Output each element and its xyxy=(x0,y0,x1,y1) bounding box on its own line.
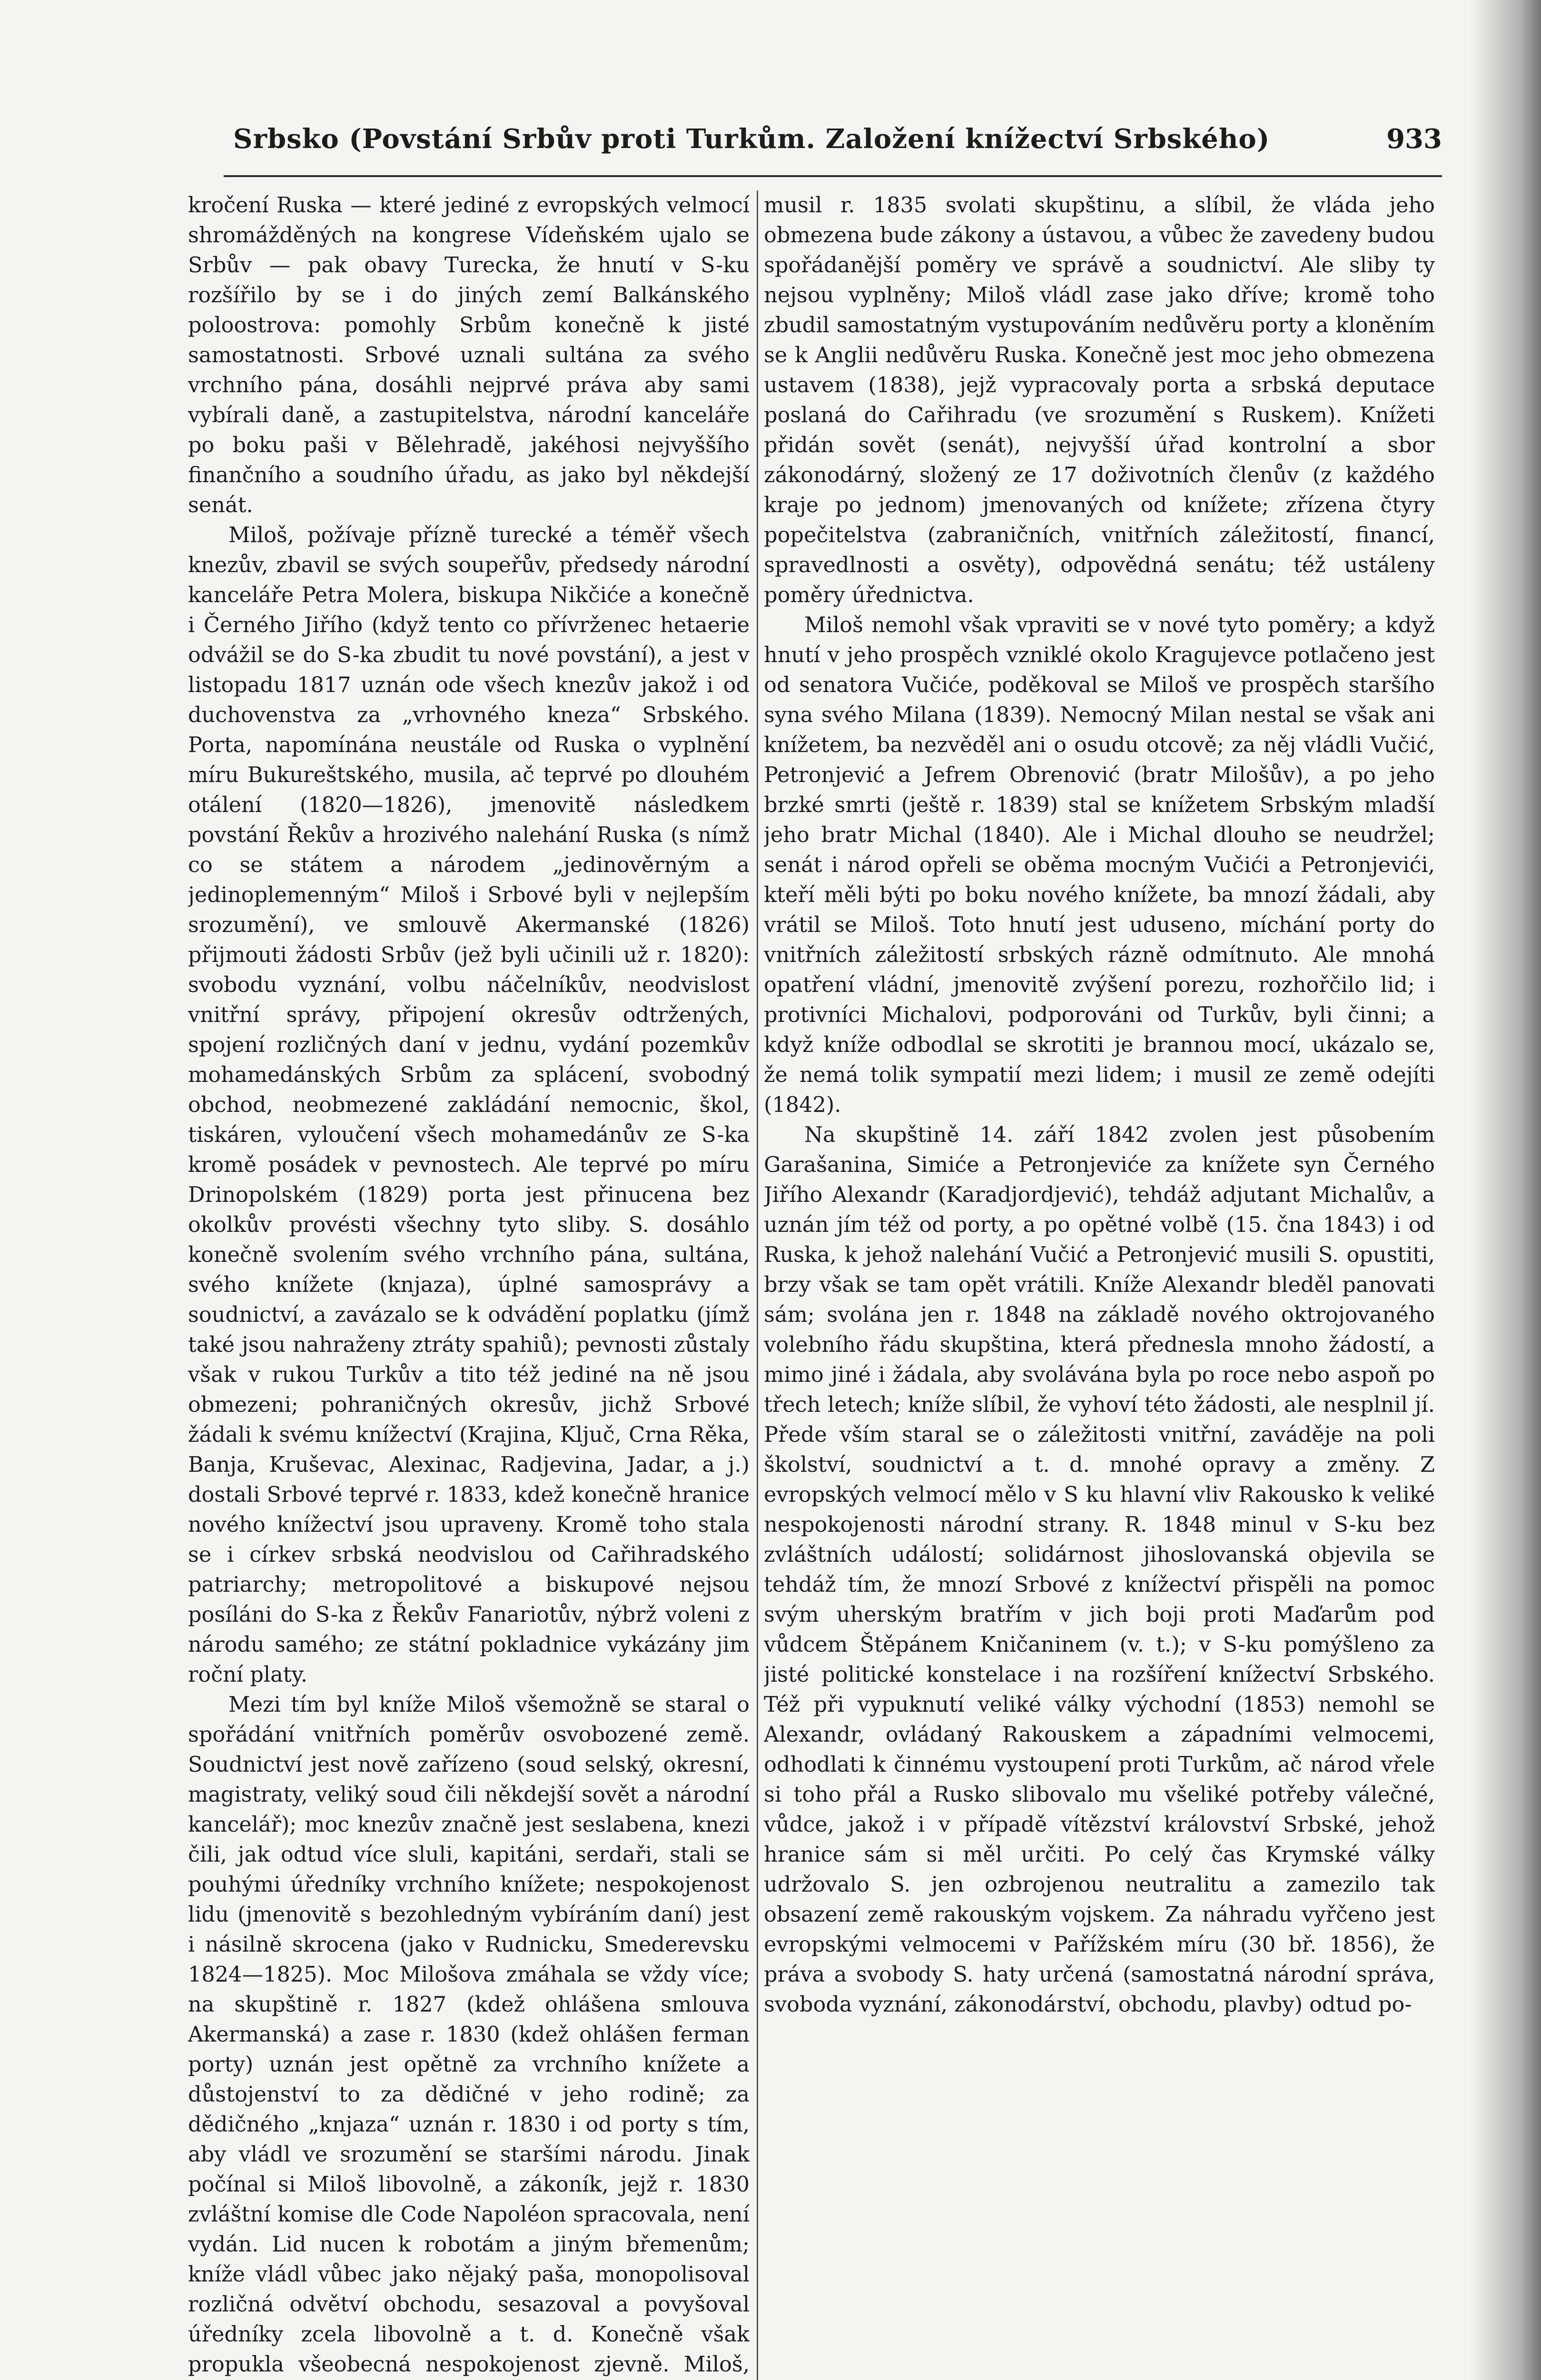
running-header xyxy=(224,121,1442,164)
left-column xyxy=(188,190,750,2380)
paragraph: Na skupštině 14. září 1842 zvolen jest působením Garašanina, Simiće a Petronjeviće za knížete syn Černého Jiřího Alexandr (Karadjordjević), tehdáž adjutant Michalův, a uznán jím též od porty, a po opětné volbě (15. čna 1843) i od Ruska, k jehož nalehání Vučić a Petronjević musili S. opustiti, brzy však se tam opět vrátili. Kníže Alexandr bleděl panovati sám; svolána jen r. 1848 na základě nového oktrojovaného volebního řádu skupština, která přednesla mnoho žádostí, a mimo jiné i žádala, aby svolávána byla po roce nebo aspoň po třech letech; kníže slíbil, že vyhoví této žádosti, ale nesplnil jí. Přede vším staral se o záležitosti vnitřní, zaváděje na poli školství, soudnictví a t. d. mnohé opravy a změny. Z evropských velmocí mělo v S ku hlavní vliv Rakousko k veliké nespokojenosti národní strany. R. 1848 minul v S-ku bez zvláštních událostí; solidárnost jihoslovanská objevila se tehdáž tím, že mnozí Srbové z knížectví přispěli na pomoc svým uherským bratřím v jich boji proti Maďarům pod vůdcem Štěpánem Kničaninem (v. t.); v S-ku pomýšleno za jisté politické konstelace i na rozšíření knížectví Srbského. Též při vypuknutí veliké války východní (1853) nemohl se Alexandr, ovládaný Rakouskem a západními velmocemi, odhodlati k činnému vystoupení proti Turkům, ač národ vřele si toho přál a Rusko slibovalo mu všeliké potřeby válečné, vůdce, jakož i v případě vítězství království Srbské, jehož hranice sám si měl určiti. Po celý čas Krymské války udržovalo S. jen ozbrojenou neutralitu a zamezilo tak obsazení země rakouským vojskem. Za náhradu vyřčeno jest evropskými velmocemi v Pařížském míru (30 bř. 1856), že práva a svobody S. haty určená (samostatná národní správa, svoboda vyznání, zákonodárství, obchodu, plavby) odtud po- xyxy=(764,1122,1435,2017)
page-number: 933 xyxy=(1386,123,1442,155)
scan-edge-shadow xyxy=(1470,0,1541,2380)
paragraph: Mezi tím byl kníže Miloš všemožně se staral o spořádání vnitřních poměrův osvobozené země. Soudnictví jest nově zařízeno (soud selský, okresní, magistraty, veliký soud čili někdejší sovět a národní kancelář); moc knezův značně jest seslabena, knezi čili, jak odtud více sluli, kapitáni, serdaři, stali se pouhými úředníky vrchního knížete; nespokojenost lidu (jmenovitě s bezohledným vybíráním daní) jest i násilně skrocena (jako v Rudnicku, Smederevsku 1824—1825). Moc Milošova zmáhala se vždy více; na skupštině r. 1827 (kdež ohlášena smlouva Akermanská) a zase r. 1830 (kdež ohlášen ferman porty) uznán jest opětně za vrchního knížete a důstojenství to za dědičné v jeho rodině; za dědičného „knjaza“ uznán r. 1830 i od porty s tím, aby vládl ve srozumění se staršími národu. Jinak počínal si Miloš libovolně, a zákoník, jejž r. 1830 zvláštní komise dle Code Napoléon spracovala, není vydán. Lid nucen k robotám a jiným břemenům; kníže vládl vůbec jako nějaký paša, monopolisoval rozličná odvětví obchodu, sesazoval a povyšoval úředníky zcela libovolně a t. d. Konečně však propukla všeobecná nespokojenost zjevně. Miloš, xyxy=(188,1692,750,2377)
paragraph: Miloš nemohl však vpraviti se v nové tyto poměry; a když hnutí v jeho prospěch vzniklé okolo Kragujevce potlačeno jest od senatora Vučiće, poděkoval se Miloš ve prospěch staršího syna svého Milana (1839). Nemocný Milan nestal se však ani knížetem, ba nezvěděl ani o osudu otcově; za něj vládli Vučić, Petronjević a Jefrem Obrenović (bratr Milošův), a po jeho brzké smrti (ještě r. 1839) stal se knížetem Srbským mladší jeho bratr Michal (1840). Ale i Michal dlouho se neudržel; senát i národ opřeli se oběma mocným Vučići a Petronjevići, kteří měli býti po boku nového knížete, ba mnozí žádali, aby vrátil se Miloš. Toto hnutí jest uduseno, míchání porty do vnitřních záležitostí srbských rázně odmítnuto. Ale mnohá opatření vládní, jmenovitě zvýšení porezu, rozhořčilo lid; i protivníci Michalovi, podporováni od Turkův, byli činni; a když kníže odbodlal se skrotiti je brannou mocí, ukázalo se, že nemá tolik sympatií mezi lidem; i musil ze země odejíti (1842). xyxy=(764,613,1435,1117)
column-rule xyxy=(757,190,758,2380)
right-column xyxy=(764,190,1435,2380)
page-title: Srbsko (Povstání Srbův proti Turkům. Založení knížectví Srbského) xyxy=(233,123,1270,155)
paragraph: musil r. 1835 svolati skupštinu, a slíbil, že vláda jeho obmezena bude zákony a ústavou, a vůbec že zavedeny budou spořádanější poměry ve správě a soudnictví. Ale sliby ty nejsou vyplněny; Miloš vládl zase jako dříve; kromě toho zbudil samostatným vystupováním nedůvěru porty a kloněním se k Anglii nedůvěru Ruska. Konečně jest moc jeho obmezena ustavem (1838), jejž vypracovaly porta a srbská deputace poslaná do Cařihradu (ve srozumění s Ruskem). Knížeti přidán sovět (senát), nejvyšší úřad kontrolní a sbor zákonodárný, složený ze 17 doživotních členův (z každého kraje po jednom) jmenovaných od knížete; zřízena čtyry popečitelstva (zabraničních, vnitřních záležitostí, financí, spravedlnosti a osvěty), odpovědná senátu; též ustáleny poměry úřednictva. xyxy=(764,193,1435,607)
header-rule xyxy=(224,175,1442,177)
paragraph: kročení Ruska — které jediné z evropských velmocí shromážděných na kongrese Vídeňském ujalo se Srbův — pak obavy Turecka, že hnutí v S-ku rozšířilo by se i do jiných zemí Balkánského poloostrova: pomohly Srbům konečně k jisté samostatnosti. Srbové uznali sultána za svého vrchního pána, dosáhli nejprvé práva aby sami vybírali daně, a zastupitelstva, národní kanceláře po boku paši v Bělehradě, jakéhosi nejvyššího finančního a soudního úřadu, as jako byl někdejší senát. xyxy=(188,193,750,517)
paragraph: Miloš, požívaje přízně turecké a téměř všech knezův, zbavil se svých soupeřův, předsedy národní kanceláře Petra Molera, biskupa Nikčiće a konečně i Černého Jiřího (když tento co přívrženec hetaerie odvážil se do S-ka zbudit tu nové povstání), a jest v listopadu 1817 uznán ode všech knezův jakož i od duchovenstva za „vrhovného kneza“ Srbského. Porta, napomínána neustále od Ruska o vyplnění míru Bukureštského, musila, ač teprvé po dlouhém otálení (1820—1826), jmenovitě následkem povstání Řekův a hrozivého nalehání Ruska (s nímž co se státem a národem „jedinověrným a jedinoplemenným“ Miloš i Srbové byli v nejlepším srozumění), ve smlouvě Akermanské (1826) přijmouti žádosti Srbův (jež byli učinili už r. 1820): svobodu vyznání, volbu náčelníkův, neodvislost vnitřní správy, připojení okresův odtržených, spojení rozličných daní v jednu, vydání pozemkův mohamedánských Srbům za splácení, svobodný obchod, neobmezené zakládání nemocnic, škol, tiskáren, vyloučení všech mohamedánův ze S-ka kromě posádek v pevnostech. Ale teprvé po míru Drinopolském (1829) porta jest přinucena bez okolkův provésti všechny tyto sliby. S. dosáhlo konečně svolením svého vrchního pána, sultána, svého knížete (knjaza), úplné samosprávy a soudnictví, a zavázalo se k odvádění poplatku (jímž také jsou nahraženy ztráty spahiů); pevnosti zůstaly však v rukou Turkův a tito též jediné na ně jsou obmezeni; pohraničných okresův, jichž Srbové žádali k svému knížectví (Krajina, Ključ, Crna Rěka, Banja, Kruševac, Alexinac, Radjevina, Jadar, a j.) dostali Srbové teprvé r. 1833, kdež konečně hranice nového knížectví jsou upraveny. Kromě toho stala se i církev srbská neodvislou od Cařihradského patriarchy; metropolitové a biskupové nejsou posíláni do S-ka z Řekův Fanariotův, nýbrž voleni z národu samého; ze státní pokladnice vykázány jim roční platy. xyxy=(188,523,750,1687)
